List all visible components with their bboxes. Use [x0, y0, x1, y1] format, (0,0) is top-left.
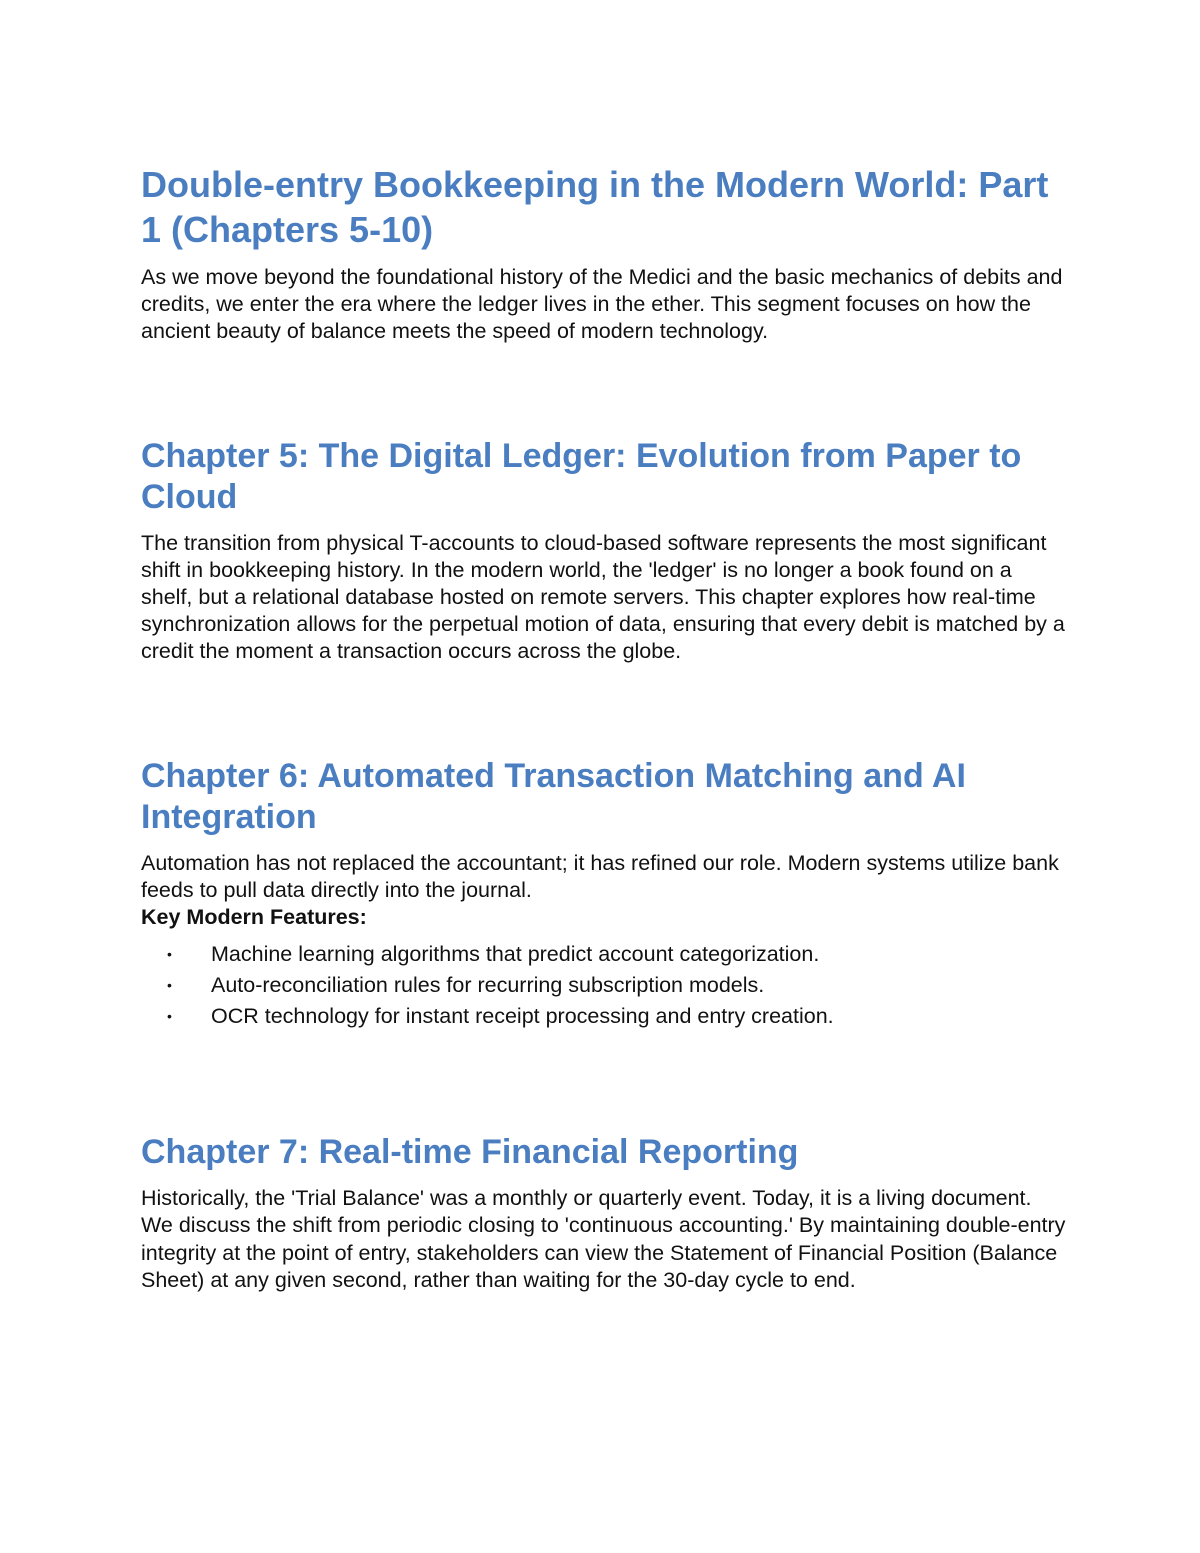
chapter-5-body: The transition from physical T-accounts to cloud-based software represents the most significant shift in bookkeeping history. In the modern world, the 'ledger' is no longer a book found on a shelf, but a relational database hosted on remote servers. This chapter explores how real-time synchronization allows for the perpetual motion of data, ensuring that every debit is matched by a credit the moment a transaction occurs across the globe. [141, 530, 1065, 664]
intro-paragraph: As we move beyond the foundational history of the Medici and the basic mechanics of debits and credits, we enter the era where the ledger lives in the ether. This segment focuses on how the ancient beauty of balance meets the speed of modern technology. [141, 265, 1063, 344]
list-item [141, 970, 1066, 1001]
feature-text: Machine learning algorithms that predict account categorization. [211, 942, 820, 967]
bullet-icon: • [167, 1008, 172, 1025]
chapter-6-section [141, 756, 1066, 1033]
list-item [141, 939, 1066, 970]
feature-text: Auto-reconciliation rules for recurring subscription models. [211, 973, 765, 998]
chapter-6-heading: Chapter 6: Automated Transaction Matching and AI Integration [141, 756, 966, 836]
chapter-7-section [141, 1132, 1066, 1294]
key-features-label: Key Modern Features: [141, 905, 367, 930]
feature-text: OCR technology for instant receipt processing and entry creation. [211, 1004, 834, 1029]
bullet-icon: • [167, 977, 172, 994]
chapter-6-body: Automation has not replaced the accountant; it has refined our role. Modern systems utilize bank feeds to pull data directly into the journal. [141, 850, 1059, 902]
features-list [141, 939, 1066, 1032]
chapter-7-body: Historically, the 'Trial Balance' was a monthly or quarterly event. Today, it is a living document. We discuss the shift from periodic closing to 'continuous accounting.' By maintaining double-entry integrity at the point of entry, stakeholders can view the Statement of Financial Position (Balance Sheet) at any given second, rather than waiting for the 30-day cycle to end. [141, 1186, 1066, 1292]
bullet-icon: • [167, 946, 172, 963]
list-item [141, 1001, 1066, 1032]
chapter-5-section [141, 436, 1066, 666]
document-title: Double-entry Bookkeeping in the Modern World: Part 1 (Chapters 5-10) [141, 164, 1049, 250]
chapter-7-heading: Chapter 7: Real-time Financial Reporting [141, 1133, 799, 1172]
document-page [141, 162, 1066, 1294]
chapter-5-heading: Chapter 5: The Digital Ledger: Evolution from Paper to Cloud [141, 436, 1022, 516]
